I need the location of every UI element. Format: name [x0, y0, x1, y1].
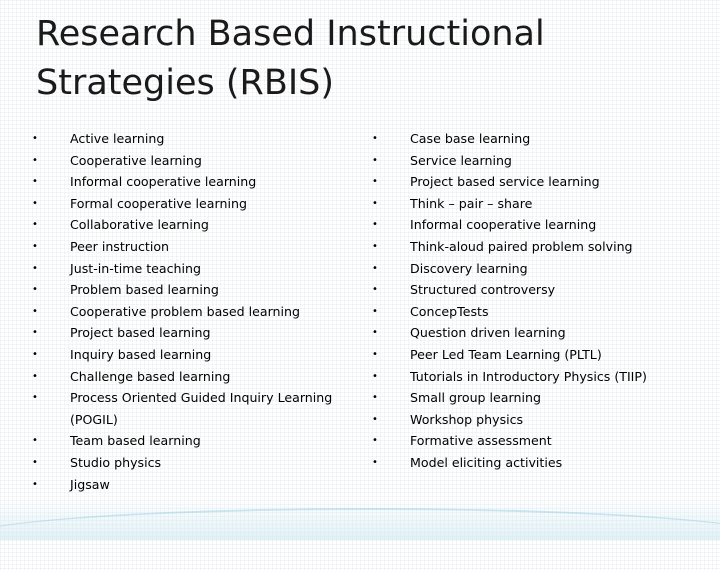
- bullet-icon: •: [32, 456, 38, 468]
- list-item: [30, 150, 350, 172]
- list-item: [30, 430, 350, 452]
- list-item-label: Small group learning: [410, 390, 541, 406]
- list-item: [370, 301, 710, 323]
- list-item: [370, 452, 710, 474]
- list-item-label: Cooperative learning: [70, 152, 202, 168]
- list-item: [370, 344, 710, 366]
- bullet-icon: •: [372, 456, 378, 468]
- list-item: [370, 214, 710, 236]
- bullet-icon: •: [32, 370, 38, 382]
- list-item-label: Peer instruction: [70, 238, 170, 254]
- list-item-label: Project based service learning: [410, 174, 600, 190]
- list-item-label: Tutorials in Introductory Physics (TIIP): [410, 368, 647, 384]
- list-item: [30, 452, 350, 474]
- list-item-label: Informal cooperative learning: [410, 217, 597, 233]
- list-item-label: Project based learning: [70, 325, 211, 341]
- list-item-label: Think – pair – share: [410, 195, 533, 211]
- bullet-icon: •: [32, 154, 38, 166]
- list-item-label: Cooperative problem based learning: [70, 303, 300, 319]
- bullet-icon: •: [32, 348, 38, 360]
- bullet-icon: •: [32, 219, 38, 231]
- bullet-icon: •: [372, 176, 378, 188]
- bullet-icon: •: [372, 262, 378, 274]
- list-item-label: Challenge based learning: [70, 368, 231, 384]
- bullet-icon: •: [372, 327, 378, 339]
- list-item: [370, 236, 710, 258]
- list-item-label: Process Oriented Guided Inquiry Learning (POGIL): [70, 390, 333, 427]
- list-item: [30, 279, 350, 301]
- list-item: [370, 409, 710, 431]
- list-item: [30, 193, 350, 215]
- strategy-list-right: [370, 128, 710, 474]
- bullet-icon: •: [372, 197, 378, 209]
- list-item: [370, 387, 710, 409]
- list-item-label: Active learning: [70, 131, 165, 146]
- bullet-icon: •: [32, 327, 38, 339]
- bullet-icon: •: [372, 392, 378, 404]
- list-item-label: Model eliciting activities: [410, 454, 563, 470]
- bullet-icon: •: [372, 305, 378, 317]
- bullet-icon: •: [32, 240, 38, 252]
- bullet-icon: •: [372, 435, 378, 447]
- list-item-label: Jigsaw: [70, 476, 110, 492]
- list-item: [30, 214, 350, 236]
- list-item: [30, 128, 350, 150]
- list-item-label: Inquiry based learning: [70, 346, 212, 362]
- list-item-label: Informal cooperative learning: [70, 174, 257, 190]
- bullet-icon: •: [32, 478, 38, 490]
- list-item: [30, 236, 350, 258]
- bullet-icon: •: [32, 176, 38, 188]
- decorative-bottom-band: [0, 500, 720, 540]
- list-item: [370, 322, 710, 344]
- list-item-label: Question driven learning: [410, 325, 566, 341]
- bullet-icon: •: [32, 435, 38, 447]
- list-item-label: Studio physics: [70, 454, 162, 470]
- bullet-icon: •: [372, 219, 378, 231]
- bullet-icon: •: [32, 284, 38, 296]
- list-item-label: Formal cooperative learning: [70, 195, 247, 211]
- list-item: [30, 258, 350, 280]
- list-item-label: Case base learning: [410, 131, 531, 146]
- list-item-label: Peer Led Team Learning (PLTL): [410, 346, 602, 362]
- bullet-icon: •: [32, 133, 38, 144]
- list-item-label: Problem based learning: [70, 282, 219, 298]
- bullet-icon: •: [32, 392, 38, 404]
- list-item: [370, 128, 710, 150]
- bullet-icon: •: [32, 262, 38, 274]
- strategy-list-left: [30, 128, 350, 495]
- list-item-label: Workshop physics: [410, 411, 524, 427]
- list-item-label: Structured controversy: [410, 282, 556, 298]
- bullet-icon: •: [372, 284, 378, 296]
- list-item-label: Think-aloud paired problem solving: [410, 238, 633, 254]
- list-item: [30, 366, 350, 388]
- bullet-icon: •: [372, 240, 378, 252]
- list-item: [370, 258, 710, 280]
- list-item: [370, 279, 710, 301]
- list-item: [370, 193, 710, 215]
- bullet-icon: •: [32, 305, 38, 317]
- list-item: [30, 322, 350, 344]
- list-item: [370, 150, 710, 172]
- bullet-icon: •: [32, 197, 38, 209]
- list-item-label: Team based learning: [70, 433, 201, 449]
- list-item: [30, 474, 350, 496]
- list-item: [370, 366, 710, 388]
- bullet-icon: •: [372, 370, 378, 382]
- list-item: [370, 171, 710, 193]
- list-item-label: Service learning: [410, 152, 512, 168]
- slide-title: Research Based Instructional Strategies (RBIS): [36, 14, 545, 103]
- list-item: [30, 171, 350, 193]
- list-item: [30, 301, 350, 323]
- bullet-icon: •: [372, 154, 378, 166]
- list-item-label: ConcepTests: [410, 303, 489, 319]
- bullet-icon: •: [372, 413, 378, 425]
- bullet-icon: •: [372, 348, 378, 360]
- list-item: [30, 387, 350, 430]
- list-item: [30, 344, 350, 366]
- list-item: [370, 430, 710, 452]
- list-item-label: Discovery learning: [410, 260, 528, 276]
- list-item-label: Formative assessment: [410, 433, 552, 449]
- bullet-icon: •: [372, 133, 378, 144]
- list-item-label: Collaborative learning: [70, 217, 209, 233]
- list-item-label: Just-in-time teaching: [70, 260, 202, 276]
